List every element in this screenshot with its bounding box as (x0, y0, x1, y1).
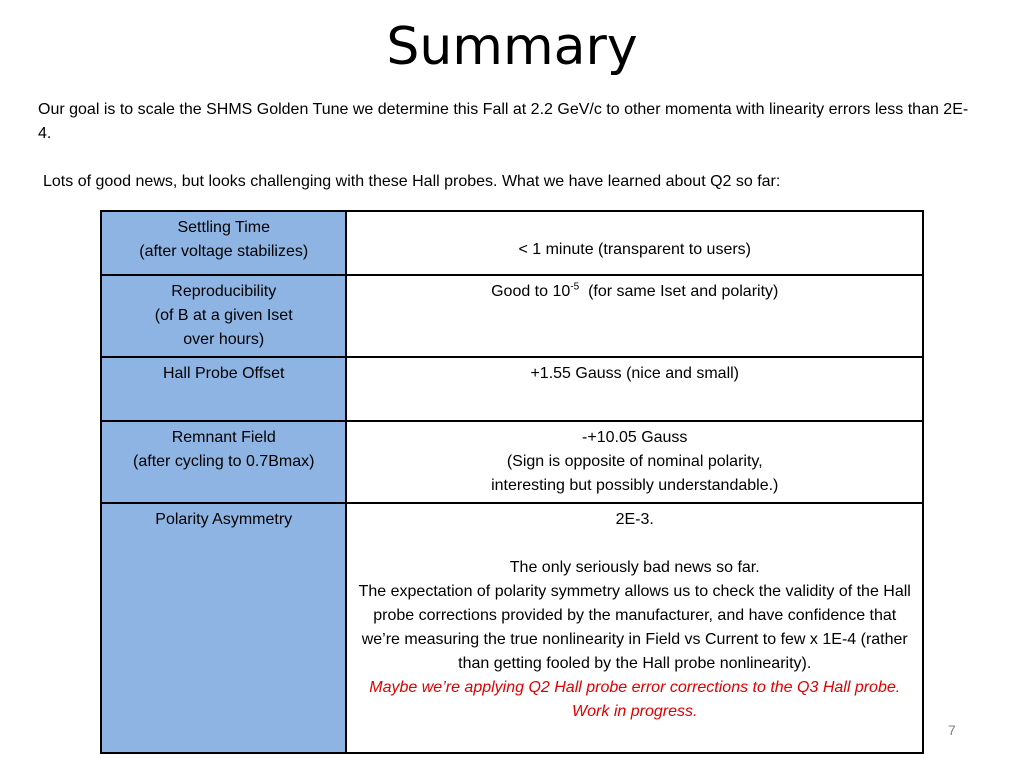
remnant-field-label (101, 421, 346, 503)
value-exponent: -5 (570, 281, 580, 293)
value-line: (Sign is opposite of nominal polarity, (506, 453, 763, 470)
table-row (101, 275, 923, 357)
label-line: (of B at a given Iset (154, 307, 293, 324)
table-row (101, 421, 923, 503)
intro-paragraph: Our goal is to scale the SHMS Golden Tune we determine this Fall at 2.2 GeV/c to other momenta with linearity errors less than 2E-4. (38, 101, 969, 142)
label-line: over hours) (183, 331, 265, 348)
summary-table (100, 210, 924, 754)
polarity-asymmetry-value (346, 503, 923, 753)
polarity-asymmetry-label: Polarity Asymmetry (101, 503, 346, 753)
label-line: (after voltage stabilizes) (139, 243, 309, 260)
settling-time-label (101, 211, 346, 275)
table-row (101, 357, 923, 421)
remnant-field-value (346, 421, 923, 503)
hall-probe-offset-label: Hall Probe Offset (101, 357, 346, 421)
value-paragraph: The expectation of polarity symmetry allows us to check the validity of the Hall probe corrections provided by the manufacturer, and have confidence that we’re measuring the true nonlinearity in Field vs Current to few x 1E-4 (rather than getting fooled by the Hall probe nonlinearity). (358, 583, 911, 672)
table-row (101, 211, 923, 275)
value-line: interesting but possibly understandable.) (491, 477, 779, 494)
work-in-progress-note: Maybe we’re applying Q2 Hall probe error corrections to the Q3 Hall probe. Work in progress. (369, 679, 901, 720)
page-number: 7 (948, 722, 956, 738)
value-line: < 1 minute (transparent to users) (518, 241, 752, 258)
reproducibility-label (101, 275, 346, 357)
label-line: Settling Time (177, 219, 270, 236)
label-line: Reproducibility (171, 283, 277, 300)
label-line: (after cycling to 0.7Bmax) (133, 453, 315, 470)
value-line: -+10.05 Gauss (582, 429, 688, 446)
news-paragraph: Lots of good news, but looks challenging with these Hall probes. What we have learned about Q2 so far: (43, 173, 781, 190)
table-row (101, 503, 923, 753)
value-base: Good to 10 (491, 283, 571, 300)
value-line: 2E-3. (615, 511, 654, 528)
value-line: The only seriously bad news so far. (509, 559, 760, 576)
hall-probe-offset-value: +1.55 Gauss (nice and small) (346, 357, 923, 421)
reproducibility-value (346, 275, 923, 357)
label-line: Remnant Field (171, 429, 276, 446)
page-title: Summary (386, 17, 638, 77)
value-rest: (for same Iset and polarity) (579, 283, 779, 300)
settling-time-value (346, 211, 923, 275)
